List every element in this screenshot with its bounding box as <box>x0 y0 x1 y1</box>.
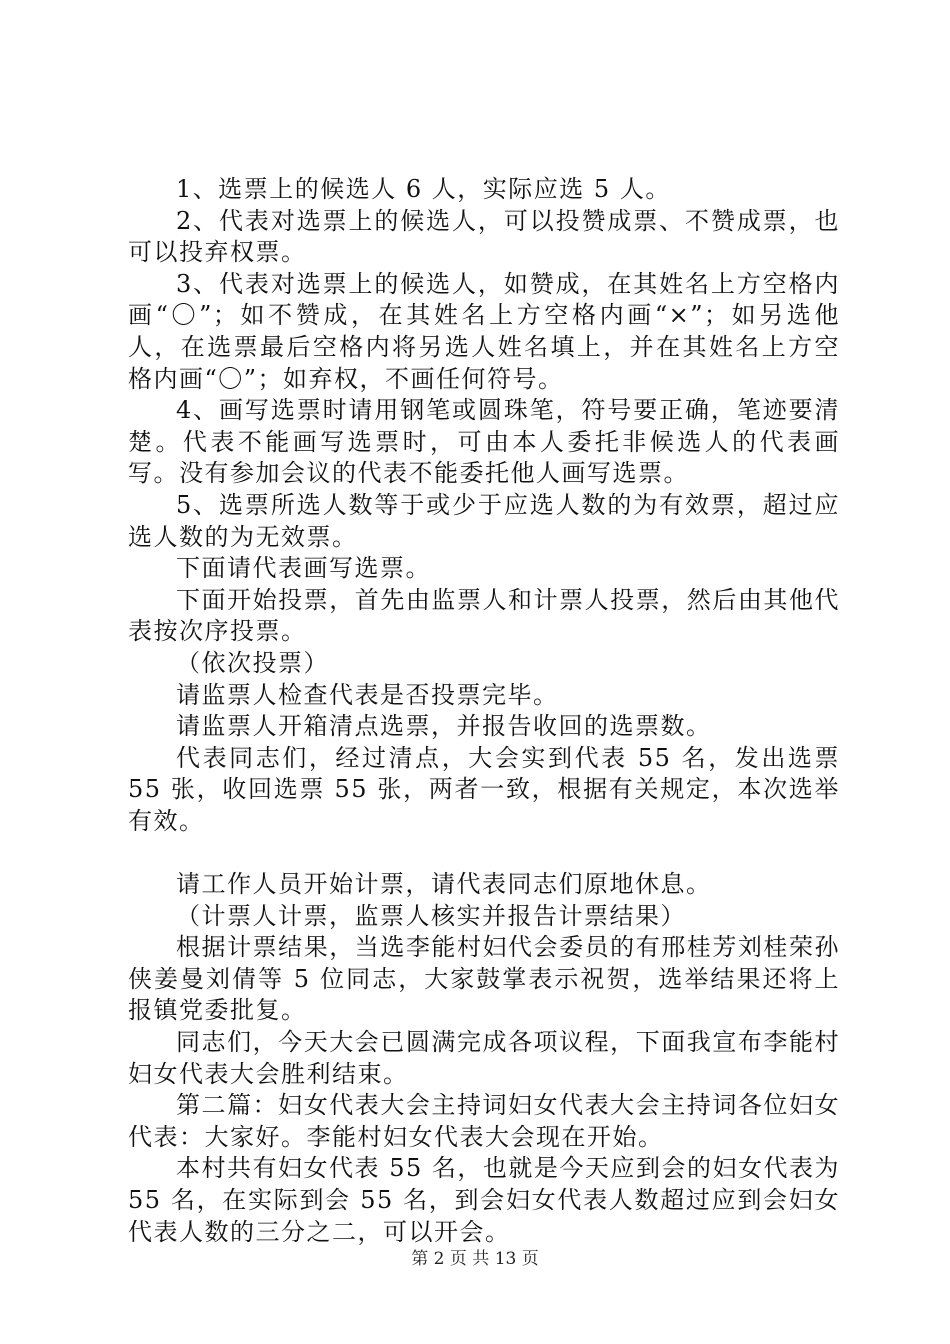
paragraph-second-article: 第二篇：妇女代表大会主持词妇女代表大会主持词各位妇女代表：大家好。李能村妇女代表大会现在开始。 <box>128 1091 840 1151</box>
paragraph-check-voting: 请监票人检查代表是否投票完毕。 <box>176 680 559 709</box>
paragraph-vote-in-order: （依次投票） <box>176 648 329 677</box>
paragraph-item-5: 5、选票所选人数等于或少于应选人数的为有效票，超过应选人数的为无效票。 <box>128 490 840 551</box>
page-number-footer: 第 2 页 共 13 页 <box>411 1249 539 1269</box>
document-body <box>128 174 840 1248</box>
paragraph-start-voting: 下面开始投票，首先由监票人和计票人投票，然后由其他代表按次序投票。 <box>128 585 840 646</box>
paragraph-draw-ballot: 下面请代表画写选票。 <box>176 554 431 583</box>
paragraph-item-4: 4、画写选票时请用钢笔或圆珠笔，符号要正确，笔迹要清楚。代表不能画写选票时，可由本人委托非候选人的代表画写。没有参加会议的代表不能委托他人画写选票。 <box>128 396 840 488</box>
paragraph-closing: 同志们，今天大会已圆满完成各项议程，下面我宣布李能村妇女代表大会胜利结束。 <box>128 1028 840 1088</box>
paragraph-attendance: 本村共有妇女代表 55 名，也就是今天应到会的妇女代表为 55 名，在实际到会 55 名，到会妇女代表人数超过应到会妇女代表人数的三分之二，可以开会。 <box>128 1154 840 1246</box>
paragraph-election-result: 根据计票结果，当选李能村妇代会委员的有邢桂芳刘桂荣孙侠姜曼刘倩等 5 位同志，大家鼓掌表示祝贺，选举结果还将上报镇党委批复。 <box>128 933 840 1025</box>
paragraph-item-1: 1、选票上的候选人 6 人，实际应选 5 人。 <box>176 175 671 203</box>
paragraph-item-2: 2、代表对选票上的候选人，可以投赞成票、不赞成票，也可以投弃权票。 <box>128 206 840 267</box>
paragraph-tally-note: （计票人计票，监票人核实并报告计票结果） <box>176 901 686 930</box>
paragraph-ballot-result: 代表同志们，经过清点，大会实到代表 55 名，发出选票 55 张，收回选票 55 张，两者一致，根据有关规定，本次选举有效。 <box>128 743 840 835</box>
paragraph-count-ballots: 请监票人开箱清点选票，并报告收回的选票数。 <box>176 712 712 741</box>
paragraph-start-tally: 请工作人员开始计票，请代表同志们原地休息。 <box>176 870 712 899</box>
paragraph-item-3: 3、代表对选票上的候选人，如赞成，在其姓名上方空格内画“〇”；如不赞成，在其姓名上方空格内画“×”；如另选他人，在选票最后空格内将另选人姓名填上，并在其姓名上方空格内画“〇”；如弃权，不画任何符号。 <box>128 269 840 393</box>
